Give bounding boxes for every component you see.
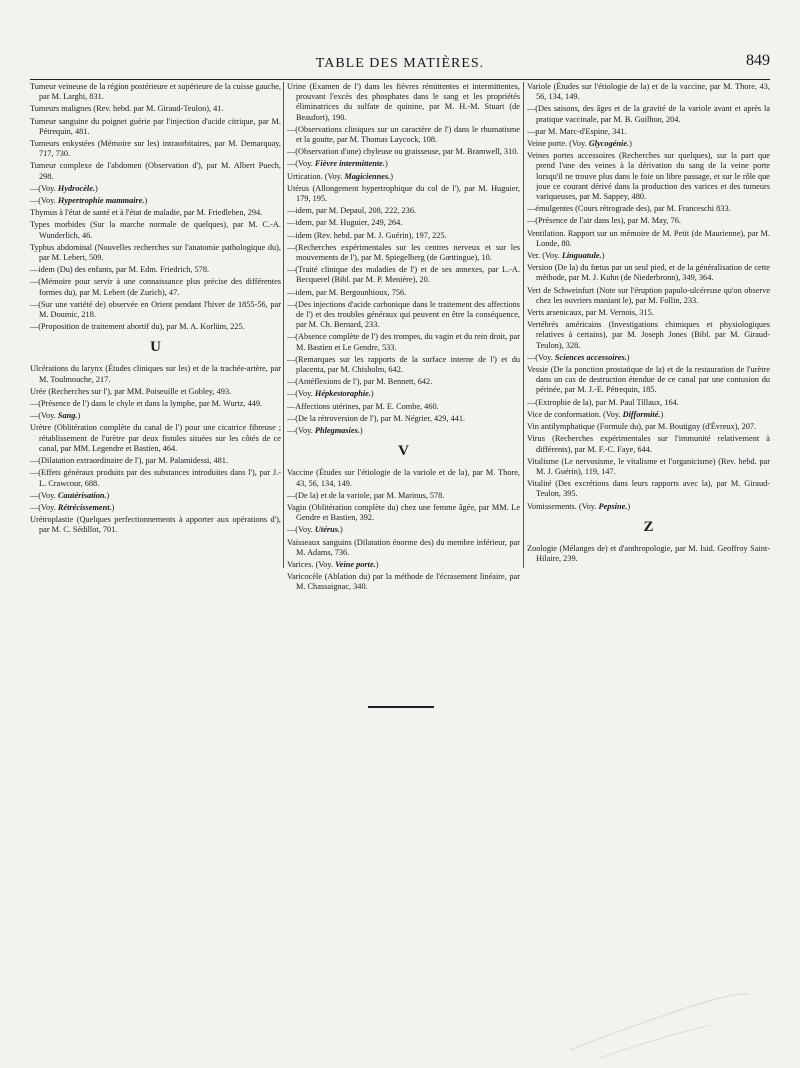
entry-text: Vaccine (Études sur l'étiologie de la variole et de la), par M. Thore, 43, 56, 134, 149. — [287, 468, 520, 488]
section-letter: V — [398, 443, 409, 460]
index-entry — [30, 243, 281, 263]
index-entry — [287, 503, 520, 523]
index-entry — [287, 389, 520, 399]
entry-text: Varices. (Voy. — [287, 559, 336, 569]
entry-text: —(Voy. — [30, 411, 58, 421]
index-entry — [287, 538, 520, 558]
entry-text: —(De la rétroversion de l'), par M. Négrier, 429, 441. — [287, 413, 466, 423]
entry-text: Verts arsenicaux, par M. Vernois, 315. — [527, 308, 654, 318]
index-entry — [527, 457, 770, 477]
entry-text: ) — [340, 525, 343, 535]
paper-stain — [560, 990, 760, 1060]
entry-text: ) — [390, 171, 394, 181]
entry-text: ) — [111, 502, 115, 512]
entry-text: ) — [626, 352, 630, 362]
entry-text: ) — [375, 559, 379, 569]
entry-text: Tumeur veineuse de la région postérieure et supérieure de la cuisse gauche, par M. Larghi, 831. — [30, 82, 281, 102]
index-entry — [287, 206, 520, 216]
index-entry — [287, 300, 520, 331]
cross-reference: Cautérisation. — [57, 490, 107, 500]
entry-text: —(Des saisons, des âges et de la gravité de la variole avant et après la pratique vaccinale, par M. B. Guilhon, 204. — [527, 104, 770, 124]
entry-text: Veine porte. (Voy. — [527, 139, 589, 149]
entry-text: Ver. (Voy. — [527, 251, 562, 261]
index-entry — [527, 151, 770, 202]
index-entry — [30, 456, 281, 466]
entry-text: Urée (Recherches sur l'), par MM. Poiseuille et Gobley, 493. — [30, 386, 232, 396]
cross-reference: Rétrécissement. — [57, 502, 112, 512]
cross-reference: Pepsine. — [598, 501, 628, 511]
index-entry — [527, 308, 770, 318]
entry-text: Vin antilymphatique (Formule du), par M. Boutigny (d'Évreux), 207. — [527, 422, 757, 432]
cross-reference: Utérus. — [314, 525, 341, 535]
index-entry — [527, 139, 770, 149]
entry-text: Veines portes accessoires (Recherches sur quelques), sur la part que prend l'une des veines à la dérivation du sang de la veine porte lorsqu'il ne trouve plus dans le foie un libre passage, et sur le rôle que joue ce courant dérivé dans la production des varices et des tumeurs variqueuses, par M. Sappey, 480. — [527, 151, 770, 202]
entry-text: ) — [660, 409, 664, 419]
cross-reference: Phlegmasies. — [314, 426, 360, 436]
entry-text: Vertébrés américains (Investigations chimiques et physiologiques relatives à certains), par M. Joseph Jones (Bibl. par M. Giraud-Teulon), 328. — [527, 320, 770, 350]
index-entry — [30, 423, 281, 454]
index-entry — [30, 184, 281, 194]
index-entry — [287, 377, 520, 387]
index-entry — [527, 263, 770, 283]
entry-text: —(Remarques sur les rapports de la surface interne de l') et du placenta, par M. Chisholm, 642. — [287, 354, 520, 375]
entry-text: Urètre (Oblitération complète du canal de l') pour une cicatrice fibreuse ; rétablissement de l'urètre par deux fistules situées sur les côtés de ce canal, par MM. Legendre et Bastien, 464. — [30, 423, 281, 453]
index-entry — [287, 184, 520, 204]
entry-text: —(Dilatation extraordinaire de l'), par M. Palamidessi, 481. — [30, 456, 229, 466]
index-entry — [30, 82, 281, 102]
index-entry — [30, 139, 281, 159]
index-entry — [30, 208, 281, 218]
index-entry — [527, 502, 770, 512]
index-entry — [287, 525, 520, 535]
index-entry — [30, 515, 281, 535]
entry-text: Tumeur sanguine du poignet guérie par l'injection d'acide citrique, par M. Pétrequin, 481. — [30, 116, 281, 136]
index-entry — [527, 104, 770, 124]
index-entry — [287, 355, 520, 375]
entry-text: —(Voy. — [30, 490, 58, 500]
cross-reference: Hypertrophie mammaire. — [57, 196, 145, 206]
index-entry — [527, 365, 770, 396]
index-entry — [30, 387, 281, 397]
entry-text: —(Observations cliniques sur un caractère de l') dans le rhumatisme et la goutte, par M. Thomas Laycock, 108. — [287, 124, 520, 145]
header-rule — [30, 79, 770, 80]
entry-text: ) — [601, 251, 605, 261]
entry-text: —idem, par M. Bergounhioux, 756. — [287, 287, 407, 297]
entry-text: —(De la) et de la variole, par M. Marinus, 578. — [287, 490, 445, 500]
column-divider — [283, 82, 284, 568]
entry-text: Ventilation. Rapport sur un mémoire de M. Petit (de Maurienne), par M. Londe, 80. — [527, 228, 770, 248]
entry-text: ) — [94, 183, 98, 193]
index-entry — [527, 127, 770, 137]
index-entry — [527, 204, 770, 214]
index-entry — [30, 161, 281, 181]
entry-text: —(Recherches expérimentales sur les centres nerveux et sur les mouvements de l'), par M. Spiegelberg (de Gœttingue), 10. — [287, 242, 520, 263]
index-entry — [287, 231, 520, 241]
entry-text: Varicocèle (Ablation du) par la méthode de l'écrasement linéaire, par M. Chassaignac, 340. — [287, 572, 520, 592]
cross-reference: Magiciennes. — [344, 171, 391, 181]
index-entry — [287, 332, 520, 352]
index-entry — [30, 104, 281, 114]
entry-text: —(Voy. — [287, 389, 315, 399]
index-entry — [287, 491, 520, 501]
entry-text: —idem, par M. Huguier, 249, 264. — [287, 218, 403, 228]
entry-text: Vaisseaux sanguins (Dilatation énorme des) du membre inférieur, par M. Adams, 736. — [287, 537, 520, 557]
entry-text: Vice de conformation. (Voy. — [527, 409, 623, 419]
entry-text: Virus (Recherches expérimentales sur l'immunité relativement à différents), par M. F.-C. Faye, 644. — [527, 434, 770, 454]
entry-text: —(Antéflexions de l'), par M. Bennett, 642. — [287, 377, 433, 387]
entry-text: —par M. Marc-d'Espine, 341. — [527, 126, 627, 136]
section-letter: Z — [643, 518, 654, 535]
entry-text: ) — [629, 139, 632, 149]
index-entry — [30, 364, 281, 384]
entry-text: —idem (Du) des enfants, par M. Edm. Friedrich, 578. — [30, 265, 210, 275]
index-entry — [287, 147, 520, 157]
index-entry — [287, 288, 520, 298]
index-entry — [287, 468, 520, 488]
entry-text: ) — [106, 490, 110, 500]
entry-text: —(Extrophie de la), par M. Paul Tillaux, 164. — [527, 397, 679, 407]
cross-reference: Hydrocèle. — [57, 183, 95, 193]
entry-text: Zoologie (Mélanges de) et d'anthropologie, par M. Isid. Geoffroy Saint-Hilaire, 239. — [527, 543, 770, 563]
cross-reference: Veine porte. — [335, 559, 376, 569]
index-entry — [30, 117, 281, 137]
entry-text: —(Absence complète de l') des trompes, du vagin et du rein droit, par M. Bastien et Le Gendre, 533. — [287, 332, 520, 352]
entry-text: Vert de Schweinfurt (Note sur l'éruption papulo-ulcéreuse qu'on observe chez les ouvriers maniant le), par M. Follin, 233. — [527, 285, 770, 305]
entry-text: ) — [627, 501, 631, 511]
end-rule — [368, 706, 434, 708]
entry-text: Thymus à l'état de santé et à l'état de maladie, par M. Friedleben, 294. — [30, 208, 263, 218]
entry-text: ) — [359, 426, 363, 436]
index-entry — [287, 218, 520, 228]
entry-text: Vagin (Oblitération complète du) chez une femme âgée, par MM. Le Gendre et Bastien, 392. — [287, 502, 520, 523]
index-entry — [287, 560, 520, 570]
entry-text: —(Présence de l'air dans les), par M. May, 76. — [527, 216, 681, 226]
entry-text: Typhus abdominal (Nouvelles recherches sur l'anatomie pathologique du), par M. Lebert, 509. — [30, 242, 281, 263]
index-entry — [287, 125, 520, 145]
entry-text: Urtication. (Voy. — [287, 171, 345, 181]
cross-reference: Glycogénie. — [588, 139, 630, 149]
index-entry — [527, 320, 770, 351]
index-entry — [30, 399, 281, 409]
index-entry — [527, 434, 770, 454]
index-entry — [287, 243, 520, 263]
cross-reference: Sciences accessoires. — [554, 352, 627, 362]
page-number: 849 — [746, 52, 770, 69]
cross-reference: Hépkestoraphie. — [314, 389, 371, 399]
index-entry — [527, 229, 770, 249]
page-header — [30, 52, 770, 76]
index-entry — [527, 398, 770, 408]
index-entry — [30, 277, 281, 297]
entry-text: —(Voy. — [30, 196, 58, 206]
entry-text: —(Présence de l') dans le chyle et dans la lymphe, par M. Wurtz, 449. — [30, 399, 263, 409]
entry-text: —(Mémoire pour servir à une connaissance plus précise des différentes formes du), par M. Lebert (de Zurich), 47. — [30, 277, 281, 297]
entry-text: Urine (Examen de l') dans les fièvres rémittentes et intermittentes, prouvant l'excès des phosphates dans le sang et les propriétés éliminatrices du sulfate de quinine, par M. H.-M. Stuart (de Beaufort), 190. — [287, 82, 520, 122]
entry-text: —(Voy. — [30, 183, 58, 193]
index-entry — [287, 402, 520, 412]
column-divider — [523, 82, 524, 568]
entry-text: —(Voy. — [287, 426, 315, 436]
entry-text: —(Proposition de traitement abortif du), par M. A. Korlüm, 225. — [30, 322, 245, 332]
index-entry — [287, 265, 520, 285]
index-column-1 — [30, 82, 281, 568]
index-entry — [287, 159, 520, 169]
index-entry — [527, 544, 770, 564]
index-entry — [527, 410, 770, 420]
index-entry — [287, 172, 520, 182]
index-entry — [30, 411, 281, 421]
entry-text: Vessie (De la ponction prostatique de la) et de la restauration de l'urètre dans un cas de destruction étendue de ce canal par une contusion du périnée, par M. J.-E. Pétrequin, 185. — [527, 365, 770, 395]
index-entry — [30, 300, 281, 320]
entry-text: —(Voy. — [30, 502, 58, 512]
entry-text: Tumeurs malignes (Rev. hebd. par M. Giraud-Teulon), 41. — [30, 104, 224, 114]
entry-text: Vitalité (Des excrétions dans leurs rapports avec la), par M. Giraud-Teulon, 395. — [527, 479, 770, 499]
index-entry — [287, 426, 520, 436]
index-entry — [30, 322, 281, 332]
entry-text: ) — [370, 389, 374, 399]
index-entry — [527, 353, 770, 363]
page-title: TABLE DES MATIÈRES. — [315, 56, 485, 71]
index-entry — [30, 196, 281, 206]
entry-text: —(Sur une variété de) observée en Orient pendant l'hiver de 1855-56, par M. Doumic, 218. — [30, 299, 281, 320]
entry-text: Ulcérations du larynx (Études cliniques sur les) et de la trachée-artère, par M. Toulmouche, 217. — [30, 364, 281, 384]
index-entry — [527, 422, 770, 432]
index-entry — [30, 491, 281, 501]
entry-text: ) — [144, 196, 148, 206]
entry-text: Vitalisme (Le nervosisme, le vitalisme et l'organicisme) (Rev. hebd. par M. J. Guérin), 119, 147. — [527, 456, 770, 476]
entry-text: Vomissements. (Voy. — [527, 501, 599, 511]
entry-text: Urétroplastie (Quelques perfectionnements à apporter aux opérations d'), par M. C. Sédillot, 701. — [30, 515, 281, 535]
entry-text: —(Voy. — [287, 525, 315, 535]
entry-text: —(Effets généraux produits par des substances introduites dans l'), par J.-L. Crawcour, 688. — [30, 468, 281, 488]
index-entry — [527, 479, 770, 499]
index-entry — [527, 251, 770, 261]
index-column-2 — [287, 82, 520, 592]
entry-text: —(Observation d'une) chyleuse ou graisseuse, par M. Bramwell, 310. — [287, 147, 519, 157]
entry-text: Variole (Études sur l'étiologie de la) et de la vaccine, par M. Thore, 43, 56, 134, 149. — [527, 82, 770, 102]
cross-reference: Fièvre intermittente. — [314, 159, 385, 169]
entry-text: —émulgentes (Cours rétrograde des), par M. Franceschi 833. — [527, 204, 731, 214]
entry-text: —(Traité clinique des maladies de l') et de ses annexes, par L.-A. Becquerel (Bibl. par M. P. Menière), 20. — [287, 265, 520, 285]
entry-text: —(Voy. — [287, 159, 315, 169]
entry-text: ) — [384, 159, 388, 169]
index-entry — [527, 82, 770, 102]
index-entry — [527, 286, 770, 306]
entry-text: —idem (Rev. hebd. par M. J. Guérin), 197, 225. — [287, 230, 447, 240]
index-entry — [527, 216, 770, 226]
entry-text: —(Voy. — [527, 352, 555, 362]
entry-text: Types morbides (Sur la marche normale de quelques), par M. C.-A. Wunderlich, 46. — [30, 220, 281, 240]
index-entry — [287, 572, 520, 592]
entry-text: Version (De la) du fœtus par un seul pied, et de la généralisation de cette méthode, par M. J. Kuhn (de Niederbronn), 349, 364. — [527, 263, 770, 283]
entry-text: Tumeur complexe de l'abdomen (Observation d'), par M. Albert Puech, 298. — [30, 161, 281, 181]
entry-text: —Affections utérines, par M. E. Combe, 460. — [287, 401, 439, 411]
entry-text: ) — [77, 411, 81, 421]
index-entry — [30, 468, 281, 488]
entry-text: Utérus (Allongement hypertrophique du col de l'), par M. Huguier, 179, 195. — [287, 183, 520, 204]
cross-reference: Linguatule. — [561, 251, 602, 261]
cross-reference: Sang. — [57, 411, 78, 421]
cross-reference: Difformité. — [622, 409, 661, 419]
index-entry — [30, 220, 281, 240]
index-columns — [30, 82, 770, 592]
index-entry — [30, 265, 281, 275]
index-entry — [30, 503, 281, 513]
index-column-3 — [527, 82, 770, 568]
index-entry — [287, 414, 520, 424]
index-entry — [287, 82, 520, 123]
section-letter: U — [150, 339, 161, 356]
entry-text: —(Des injections d'acide carbonique dans le traitement des affections de l') et des troubles généraux qui peuvent en être la conséquence, par M. Ch. Bernard, 233. — [287, 299, 520, 330]
entry-text: —idem, par M. Depaul, 208, 222, 236. — [287, 206, 417, 216]
entry-text: Tumeurs enkystées (Mémoire sur les) intraorbitaires, par M. Demarquay, 717, 730. — [30, 139, 281, 159]
